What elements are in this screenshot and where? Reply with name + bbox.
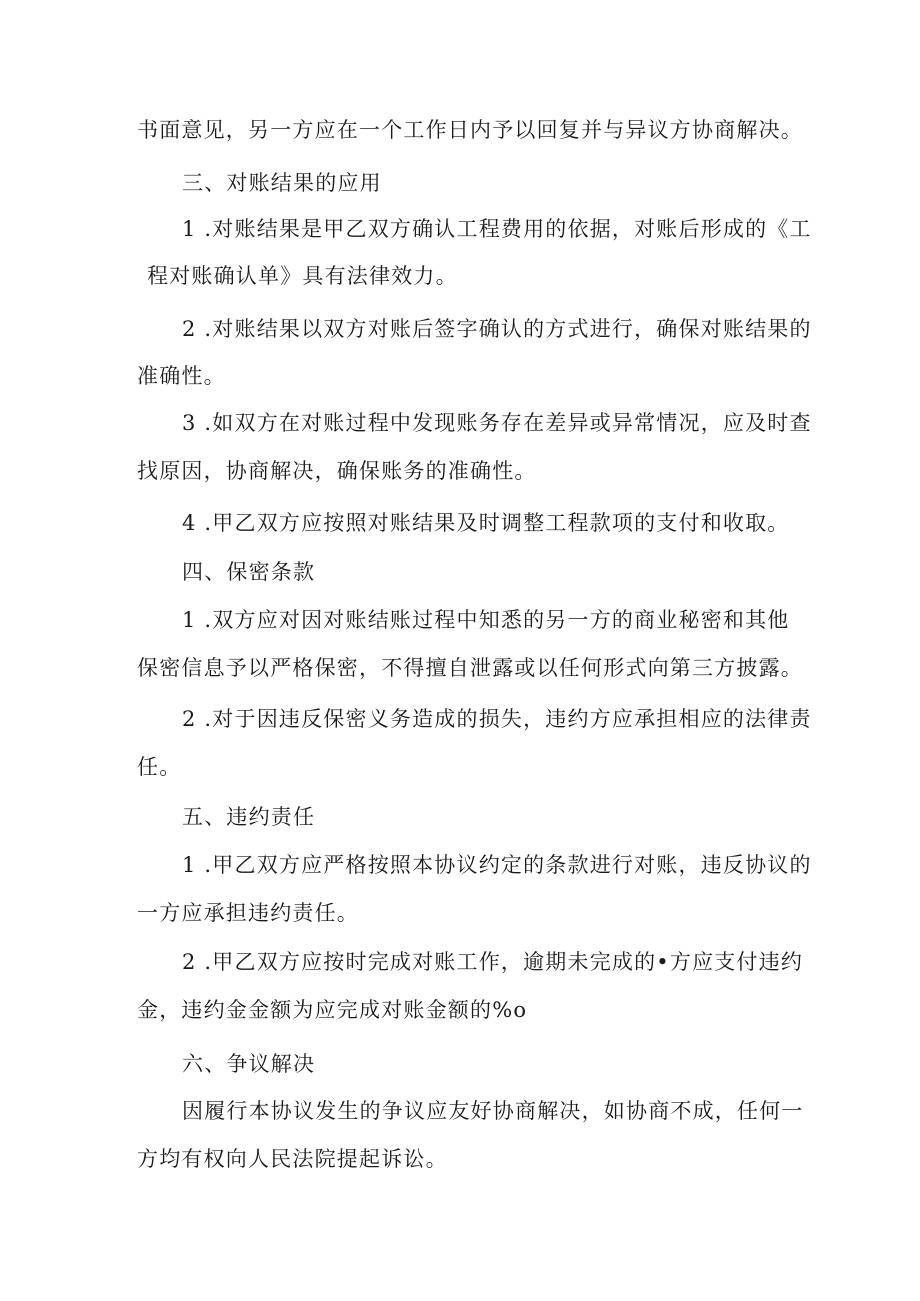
text-line: 2 .对于因违反保密义务造成的损失，违约方应承担相应的法律责 bbox=[182, 707, 812, 731]
text-line: 准确性。 bbox=[137, 364, 226, 388]
text-line: 1 .甲乙双方应严格按照本协议约定的条款进行对账，违反协议的 bbox=[182, 853, 812, 877]
text-line: 任。 bbox=[137, 755, 182, 779]
section-heading: 五、违约责任 bbox=[182, 805, 316, 829]
section-heading: 三、对账结果的应用 bbox=[182, 171, 382, 195]
section-heading: 六、争议解决 bbox=[182, 1052, 316, 1076]
text-line: 因履行本协议发生的争议应友好协商解决，如协商不成，任何一 bbox=[182, 1099, 804, 1123]
section-heading: 四、保密条款 bbox=[182, 560, 316, 584]
text-line: 1 .对账结果是甲乙双方确认工程费用的依据，对账后形成的《工 bbox=[182, 217, 812, 241]
text-line: 2 .对账结果以双方对账后签字确认的方式进行，确保对账结果的 bbox=[182, 317, 812, 341]
text-line: 4 .甲乙双方应按照对账结果及时调整工程款项的支付和收取。 bbox=[182, 511, 790, 535]
text-line: 保密信息予以严格保密，不得擅自泄露或以任何形式向第三方披露。 bbox=[137, 656, 803, 680]
text-line: 3 .如双方在对账过程中发现账务存在差异或异常情况，应及时查 bbox=[182, 411, 812, 435]
text-line: 1 .双方应对因对账结账过程中知悉的另一方的商业秘密和其他 bbox=[182, 608, 790, 632]
text-line: 方均有权向人民法院提起诉讼。 bbox=[137, 1147, 448, 1171]
text-line: 一方应承担违约责任。 bbox=[137, 901, 359, 925]
text-line: 找原因，协商解决，确保账务的准确性。 bbox=[137, 459, 537, 483]
text-line: 程对账确认单》具有法律效力。 bbox=[147, 264, 458, 288]
text-line: 2 .甲乙双方应按时完成对账工作，逾期未完成的•方应支付违约 bbox=[182, 950, 804, 974]
text-line: 金，违约金金额为应完成对账金额的%o bbox=[137, 998, 528, 1022]
text-line: 书面意见，另一方应在一个工作日内予以回复并与异议方协商解决。 bbox=[137, 118, 803, 142]
